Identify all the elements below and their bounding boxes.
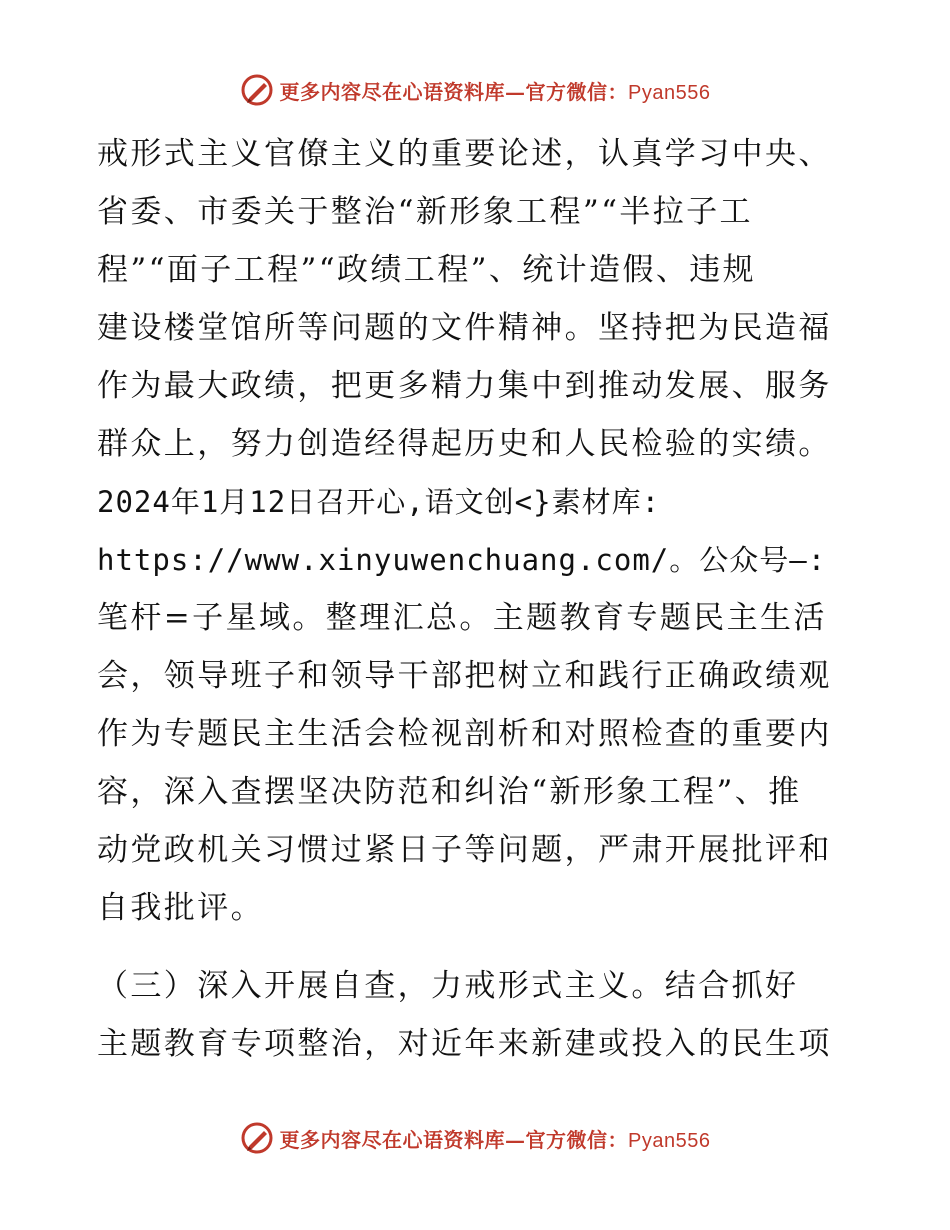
paragraph bbox=[97, 125, 867, 937]
watermark-account: Pyan556 bbox=[628, 81, 711, 104]
text-line: 会，领导班子和领导干部把树立和践行正确政绩观 bbox=[97, 658, 832, 694]
text-line: 建设楼堂馆所等问题的文件精神。坚持把为民造福 bbox=[97, 310, 832, 346]
text-line: 自我批评。 bbox=[97, 890, 264, 926]
watermark-account: Pyan556 bbox=[628, 1129, 711, 1152]
text-line: 戒形式主义官僚主义的重要论述，认真学习中央、 bbox=[97, 136, 832, 172]
text-line: 省委、市委关于整治“新形象工程”“半拉子工 bbox=[97, 194, 753, 230]
text-line: （三）深入开展自查，力戒形式主义。结合抓好 bbox=[97, 968, 799, 1004]
watermark-footer bbox=[0, 1118, 950, 1158]
text-line: 作为专题民主生活会检视剖析和对照检查的重要内 bbox=[97, 716, 832, 752]
watermark-text: 更多内容尽在心语资料库—官方微信：Pyan556 bbox=[279, 79, 711, 104]
pen-logo-icon bbox=[240, 1121, 274, 1155]
text-line: 动党政机关习惯过紧日子等问题，严肃开展批评和 bbox=[97, 832, 832, 868]
watermark-text: 更多内容尽在心语资料库—官方微信：Pyan556 bbox=[279, 1127, 711, 1152]
watermark-header bbox=[0, 70, 950, 110]
text-line: 笔杆=子星域。整理汇总。主题教育专题民主生活 bbox=[97, 600, 827, 636]
text-line: 主题教育专项整治，对近年来新建或投入的民生项 bbox=[97, 1026, 832, 1062]
text-line: 容，深入查摆坚决防范和纠治“新形象工程”、推 bbox=[97, 774, 802, 810]
text-line: 程”“面子工程”“政绩工程”、统计造假、违规 bbox=[97, 252, 757, 288]
text-line-url: https://www.xinyuwenchuang.com/。公众号—: bbox=[97, 543, 827, 577]
paragraph bbox=[97, 957, 867, 1073]
text-line: 2024年1月12日召开心,语文创<}素材库: bbox=[97, 485, 661, 519]
document-body bbox=[97, 125, 867, 1073]
paragraph-gap bbox=[97, 937, 867, 957]
text-line: 作为最大政绩，把更多精力集中到推动发展、服务 bbox=[97, 368, 832, 404]
pen-logo-icon bbox=[240, 73, 274, 107]
text-line: 群众上，努力创造经得起历史和人民检验的实绩。 bbox=[97, 426, 832, 462]
